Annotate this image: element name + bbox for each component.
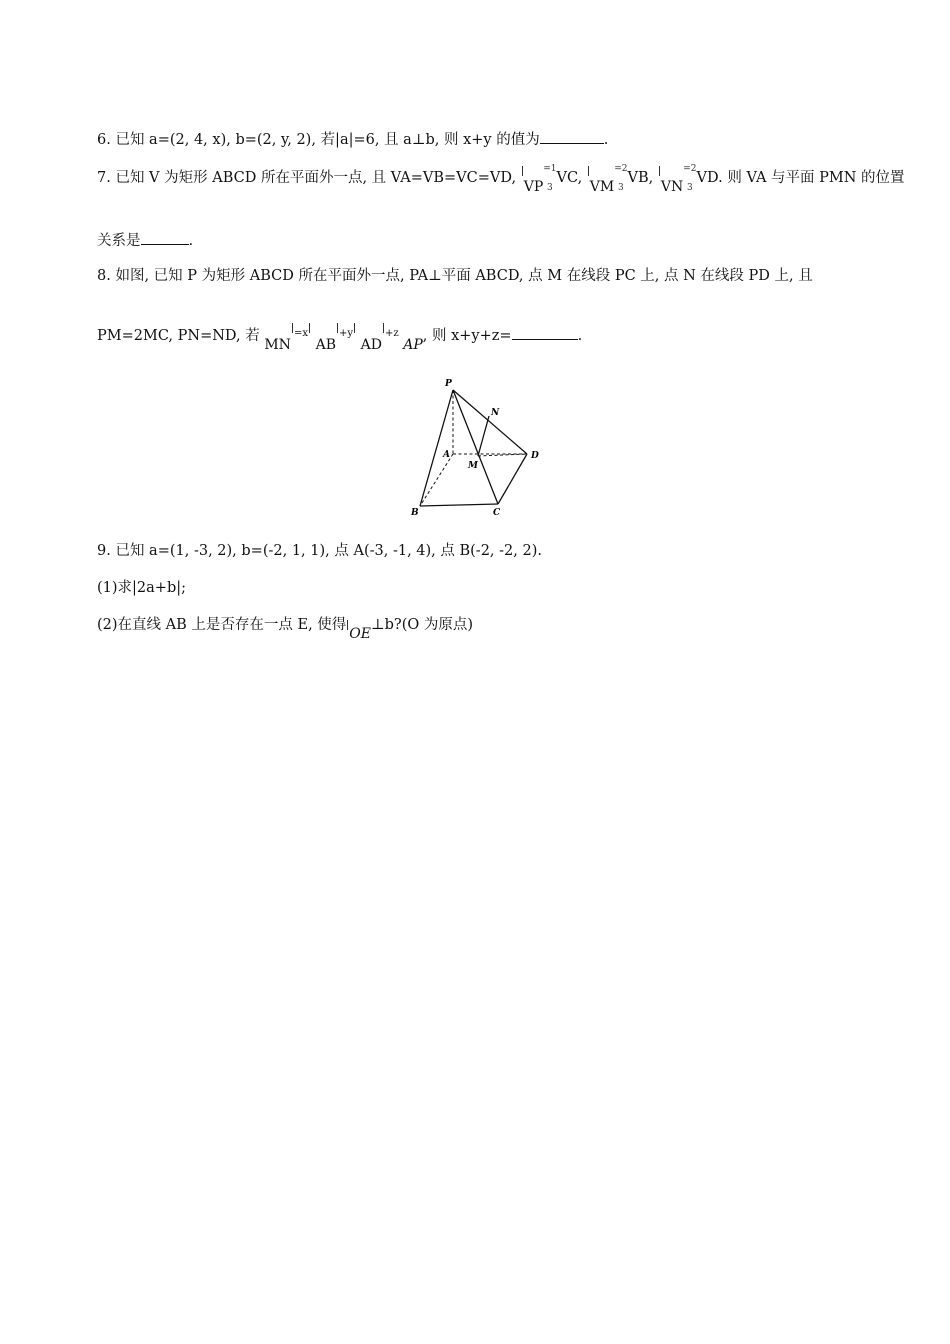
label-c: C [493, 508, 501, 516]
question-6-text: 6. 已知 a=(2, 4, x), b=(2, y, 2), 若|a|=6, 且 a⊥b, 则 x+y 的值为 [97, 132, 540, 148]
question-7-text: 7. 已知 V 为矩形 ABCD 所在平面外一点, 且 VA=VB=VC=VD, [97, 170, 517, 186]
answer-blank [141, 230, 189, 245]
question-9 [97, 541, 542, 561]
pyramid-figure [405, 376, 550, 516]
vector-vm: VM [587, 168, 614, 188]
question-8 [97, 266, 813, 286]
label-m: M [468, 461, 478, 471]
vector-ab: AB [315, 337, 336, 353]
answer-blank [540, 129, 604, 144]
question-7: 7. 已知 V 为矩形 ABCD 所在平面外一点, 且 VA=VB=VC=VD, VP =1 3 VC, VM =2 3 VB, VN =2 3 VD. 则 VA 与平面 PMN 的位置 [97, 164, 905, 195]
vector-ap: AP [403, 337, 423, 353]
question-9-part-2: (2)在直线 AB 上是否存在一点 E, 使得OE⊥b?(O 为原点) [97, 614, 473, 635]
question-6: 6. 已知 a=(2, 4, x), b=(2, y, 2), 若|a|=6, 且 a⊥b, 则 x+y 的值为 . [97, 129, 608, 150]
vector-mn: MN [264, 337, 291, 353]
label-n: N [491, 408, 500, 418]
vector-vp: VP [521, 168, 544, 188]
vector-vn: VN [658, 168, 683, 188]
fraction: =1 3 [543, 164, 557, 193]
label-a: A [443, 450, 450, 460]
question-7-line2: 关系是 . [97, 230, 193, 251]
fraction: =2 3 [683, 164, 697, 193]
question-9-text: 9. 已知 a=(1, -3, 2), b=(-2, 1, 1), 点 A(-3, -1, 4), 点 B(-2, -2, 2). [97, 543, 542, 559]
question-9-part-1: (1)求|2a+b|; [97, 580, 186, 596]
label-d: D [531, 451, 539, 461]
question-8-text: 8. 如图, 已知 P 为矩形 ABCD 所在平面外一点, PA⊥平面 ABCD, 点 M 在线段 PC 上, 点 N 在线段 PD 上, 且 [97, 268, 813, 284]
fraction: =2 3 [614, 164, 628, 193]
label-p: P [445, 379, 452, 389]
answer-blank [512, 325, 578, 340]
vector-oe: OE [349, 626, 371, 642]
label-b: B [411, 508, 419, 516]
question-8-line2: PM=2MC, PN=ND, 若 $MN^{=x}$ $AB^{+y}$ $AD^{+z}$ AP, 则 x+y+z= . [97, 325, 582, 348]
vector-ad: AD [360, 337, 382, 353]
